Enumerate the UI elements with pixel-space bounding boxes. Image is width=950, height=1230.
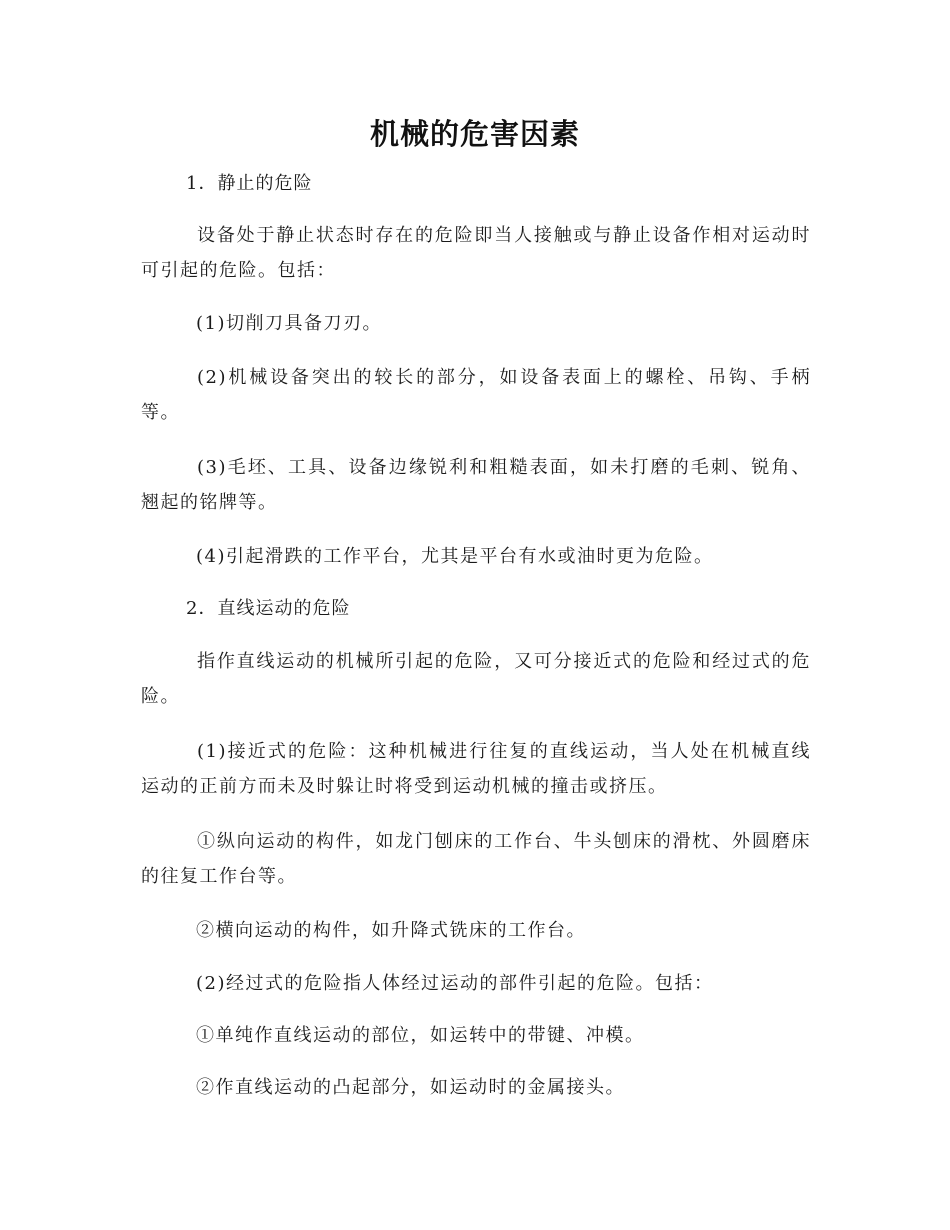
list-item-raised-parts: ②作直线运动的凸起部分，如运动时的金属接头。 [196,1077,625,1098]
list-item-cutting-tools: (1)切削刀具备刀刃。 [196,313,382,334]
document-title: 机械的危害因素 [369,117,580,151]
list-item-transverse-parts: ②横向运动的构件，如升降式铣床的工作台。 [196,920,586,941]
section-heading-static: 1．静止的危险 [186,173,313,194]
list-item-passing-danger: (2)经过式的危险指人体经过运动的部件引起的危险。包括： [196,973,714,994]
list-item-sharp-edges: (3)毛坯、工具、设备边缘锐利和粗糙表面，如未打磨的毛刺、锐角、翘起的铭牌等。 [141,457,811,513]
paragraph-linear-intro: 指作直线运动的机械所引起的危险，又可分接近式的危险和经过式的危险。 [141,651,811,707]
paragraph-static-intro: 设备处于静止状态时存在的危险即当人接触或与静止设备作相对运动时可引起的危险。包括： [141,225,811,281]
list-item-linear-parts: ①单纯作直线运动的部位，如运转中的带键、冲模。 [196,1025,645,1046]
list-item-longitudinal-parts: ①纵向运动的构件，如龙门刨床的工作台、牛头刨床的滑枕、外圆磨床的往复工作台等。 [141,831,811,887]
section-heading-linear: 2．直线运动的危险 [186,598,351,619]
list-item-protruding-parts: (2)机械设备突出的较长的部分，如设备表面上的螺栓、吊钩、手柄等。 [141,367,811,423]
list-item-slippery-platform: (4)引起滑跌的工作平台，尤其是平台有水或油时更为危险。 [196,546,714,567]
list-item-approach-danger: (1)接近式的危险：这种机械进行往复的直线运动，当人处在机械直线运动的正前方而未及时躲让时将受到运动机械的撞击或挤压。 [141,741,811,797]
